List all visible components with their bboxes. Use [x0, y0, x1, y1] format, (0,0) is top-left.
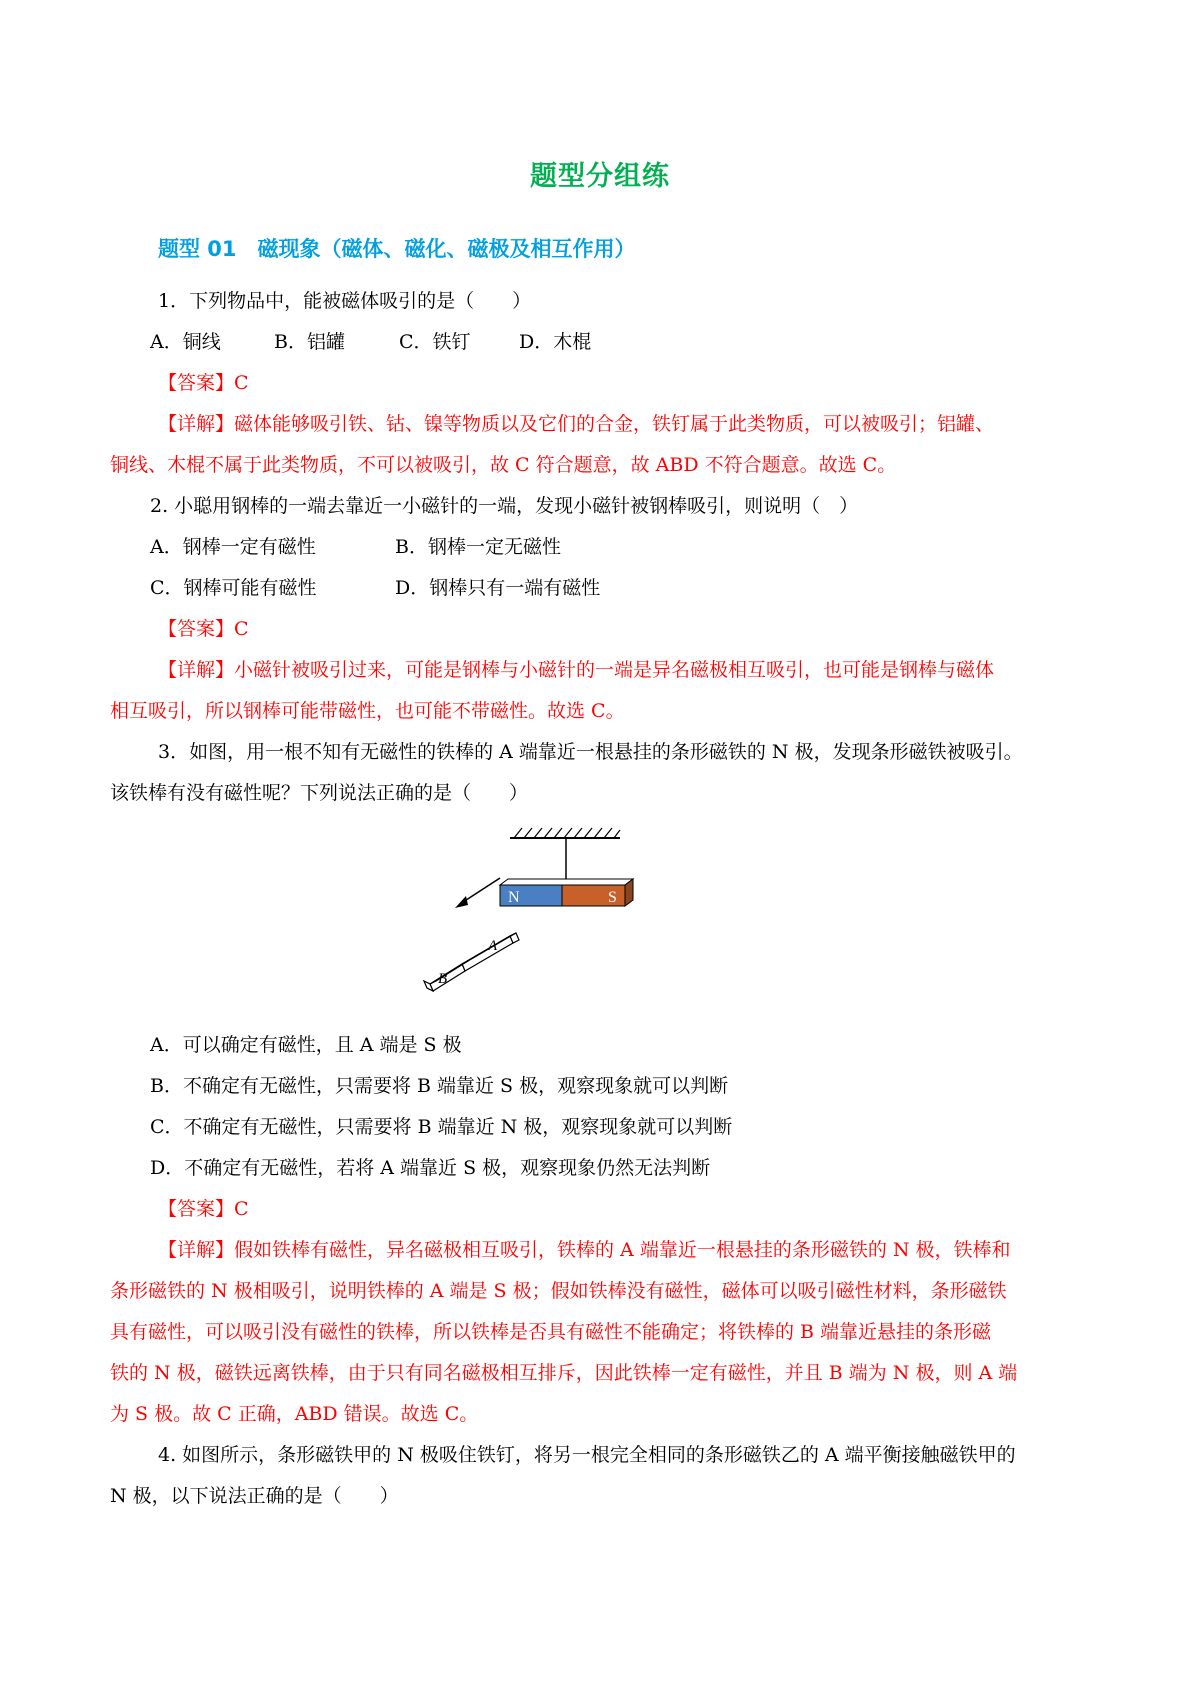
bar-magnet	[500, 879, 633, 906]
answer-value: C	[234, 618, 249, 640]
q1-option-d: D．木棍	[519, 331, 592, 353]
q2-option-d: D．钢棒只有一端有磁性	[395, 577, 601, 599]
answer-label: 【答案】	[158, 372, 235, 394]
page-title: 题型分组练	[530, 161, 670, 192]
q1-options	[150, 329, 591, 355]
detail-label: 【详解】	[158, 659, 235, 681]
q3-option-c: C．不确定有无磁性，只需要将 B 端靠近 N 极，观察现象就可以判断	[150, 1116, 733, 1138]
q2-option-c: C．钢棒可能有磁性	[150, 577, 317, 599]
rod-a-label: A	[488, 938, 498, 954]
q1-option-a: A．铜线	[150, 331, 221, 353]
answer-value: C	[234, 1198, 249, 1220]
q3-detail-4: 铁的 N 极，磁铁远离铁棒，由于只有同名磁极相互排斥，因此铁棒一定有磁性，并且 B 端为 N 极，则 A 端	[110, 1362, 1018, 1384]
q2-options-row-1	[150, 534, 561, 560]
q3-stem-1: 3．如图，用一根不知有无磁性的铁棒的 A 端靠近一根悬挂的条形磁铁的 N 极，发现条形磁铁被吸引。	[158, 741, 1023, 763]
q1-option-b: B．铝罐	[274, 331, 345, 353]
magnet-n-label: N	[508, 889, 520, 906]
magnet-s-label: S	[608, 889, 617, 906]
q1-option-c: C．铁钉	[399, 331, 471, 353]
section-title: 题型 01 磁现象（磁体、磁化、磁极及相互作用）	[158, 237, 636, 261]
arrow-icon	[455, 878, 500, 908]
q3-detail-5: 为 S 极。故 C 正确，ABD 错误。故选 C。	[110, 1403, 479, 1425]
q3-detail-1	[158, 1237, 1011, 1263]
q2-stem: 2. 小聪用钢棒的一端去靠近一小磁针的一端，发现小磁针被钢棒吸引，则说明（ ）	[150, 495, 859, 517]
detail-text: 磁体能够吸引铁、钴、镍等物质以及它们的合金，铁钉属于此类物质，可以被吸引；铝罐、	[234, 413, 995, 435]
q4-stem-1: 4. 如图所示，条形磁铁甲的 N 极吸住铁钉，将另一根完全相同的条形磁铁乙的 A 端平衡接触磁铁甲的	[158, 1444, 1016, 1466]
answer-label: 【答案】	[158, 618, 235, 640]
answer-value: C	[234, 372, 249, 394]
iron-rod	[424, 933, 519, 991]
q3-option-a: A．可以确定有磁性，且 A 端是 S 极	[150, 1034, 462, 1056]
q3-detail-3: 具有磁性，可以吸引没有磁性的铁棒，所以铁棒是否具有磁性不能确定；将铁棒的 B 端靠近悬挂的条形磁	[110, 1321, 992, 1343]
q2-option-b: B．钢棒一定无磁性	[395, 536, 561, 558]
q2-options-row-2	[150, 575, 600, 601]
rod-b-label: B	[438, 971, 448, 987]
q3-detail-2: 条形磁铁的 N 极相吸引，说明铁棒的 A 端是 S 极；假如铁棒没有磁性，磁体可以吸引磁性材料，条形磁铁	[110, 1280, 1007, 1302]
detail-label: 【详解】	[158, 1239, 235, 1261]
detail-label: 【详解】	[158, 413, 235, 435]
ceiling	[510, 828, 620, 838]
q3-answer	[158, 1196, 249, 1222]
q1-answer	[158, 370, 249, 396]
q2-option-a: A．钢棒一定有磁性	[150, 536, 316, 558]
q2-detail-1	[158, 657, 994, 683]
answer-label: 【答案】	[158, 1198, 235, 1220]
q1-stem: 1．下列物品中，能被磁体吸引的是（ ）	[158, 290, 532, 312]
q3-option-d: D．不确定有无磁性，若将 A 端靠近 S 极，观察现象仍然无法判断	[150, 1157, 711, 1179]
q1-detail-2: 铜线、木棍不属于此类物质，不可以被吸引，故 C 符合题意，故 ABD 不符合题意。故选 C。	[110, 454, 897, 476]
q1-detail-1	[158, 411, 994, 437]
q3-option-b: B．不确定有无磁性，只需要将 B 端靠近 S 极，观察现象就可以判断	[150, 1075, 729, 1097]
q2-detail-2: 相互吸引，所以钢棒可能带磁性，也可能不带磁性。故选 C。	[110, 700, 625, 722]
q3-stem-2: 该铁棒有没有磁性呢？下列说法正确的是（ ）	[110, 782, 529, 804]
q2-answer	[158, 616, 249, 642]
q4-stem-2: N 极，以下说法正确的是（ ）	[110, 1485, 399, 1507]
q3-figure	[400, 820, 640, 1020]
detail-text: 小磁针被吸引过来，可能是钢棒与小磁针的一端是异名磁极相互吸引，也可能是钢棒与磁体	[234, 659, 995, 681]
detail-text: 假如铁棒有磁性，异名磁极相互吸引，铁棒的 A 端靠近一根悬挂的条形磁铁的 N 极，铁棒和	[234, 1239, 1011, 1261]
